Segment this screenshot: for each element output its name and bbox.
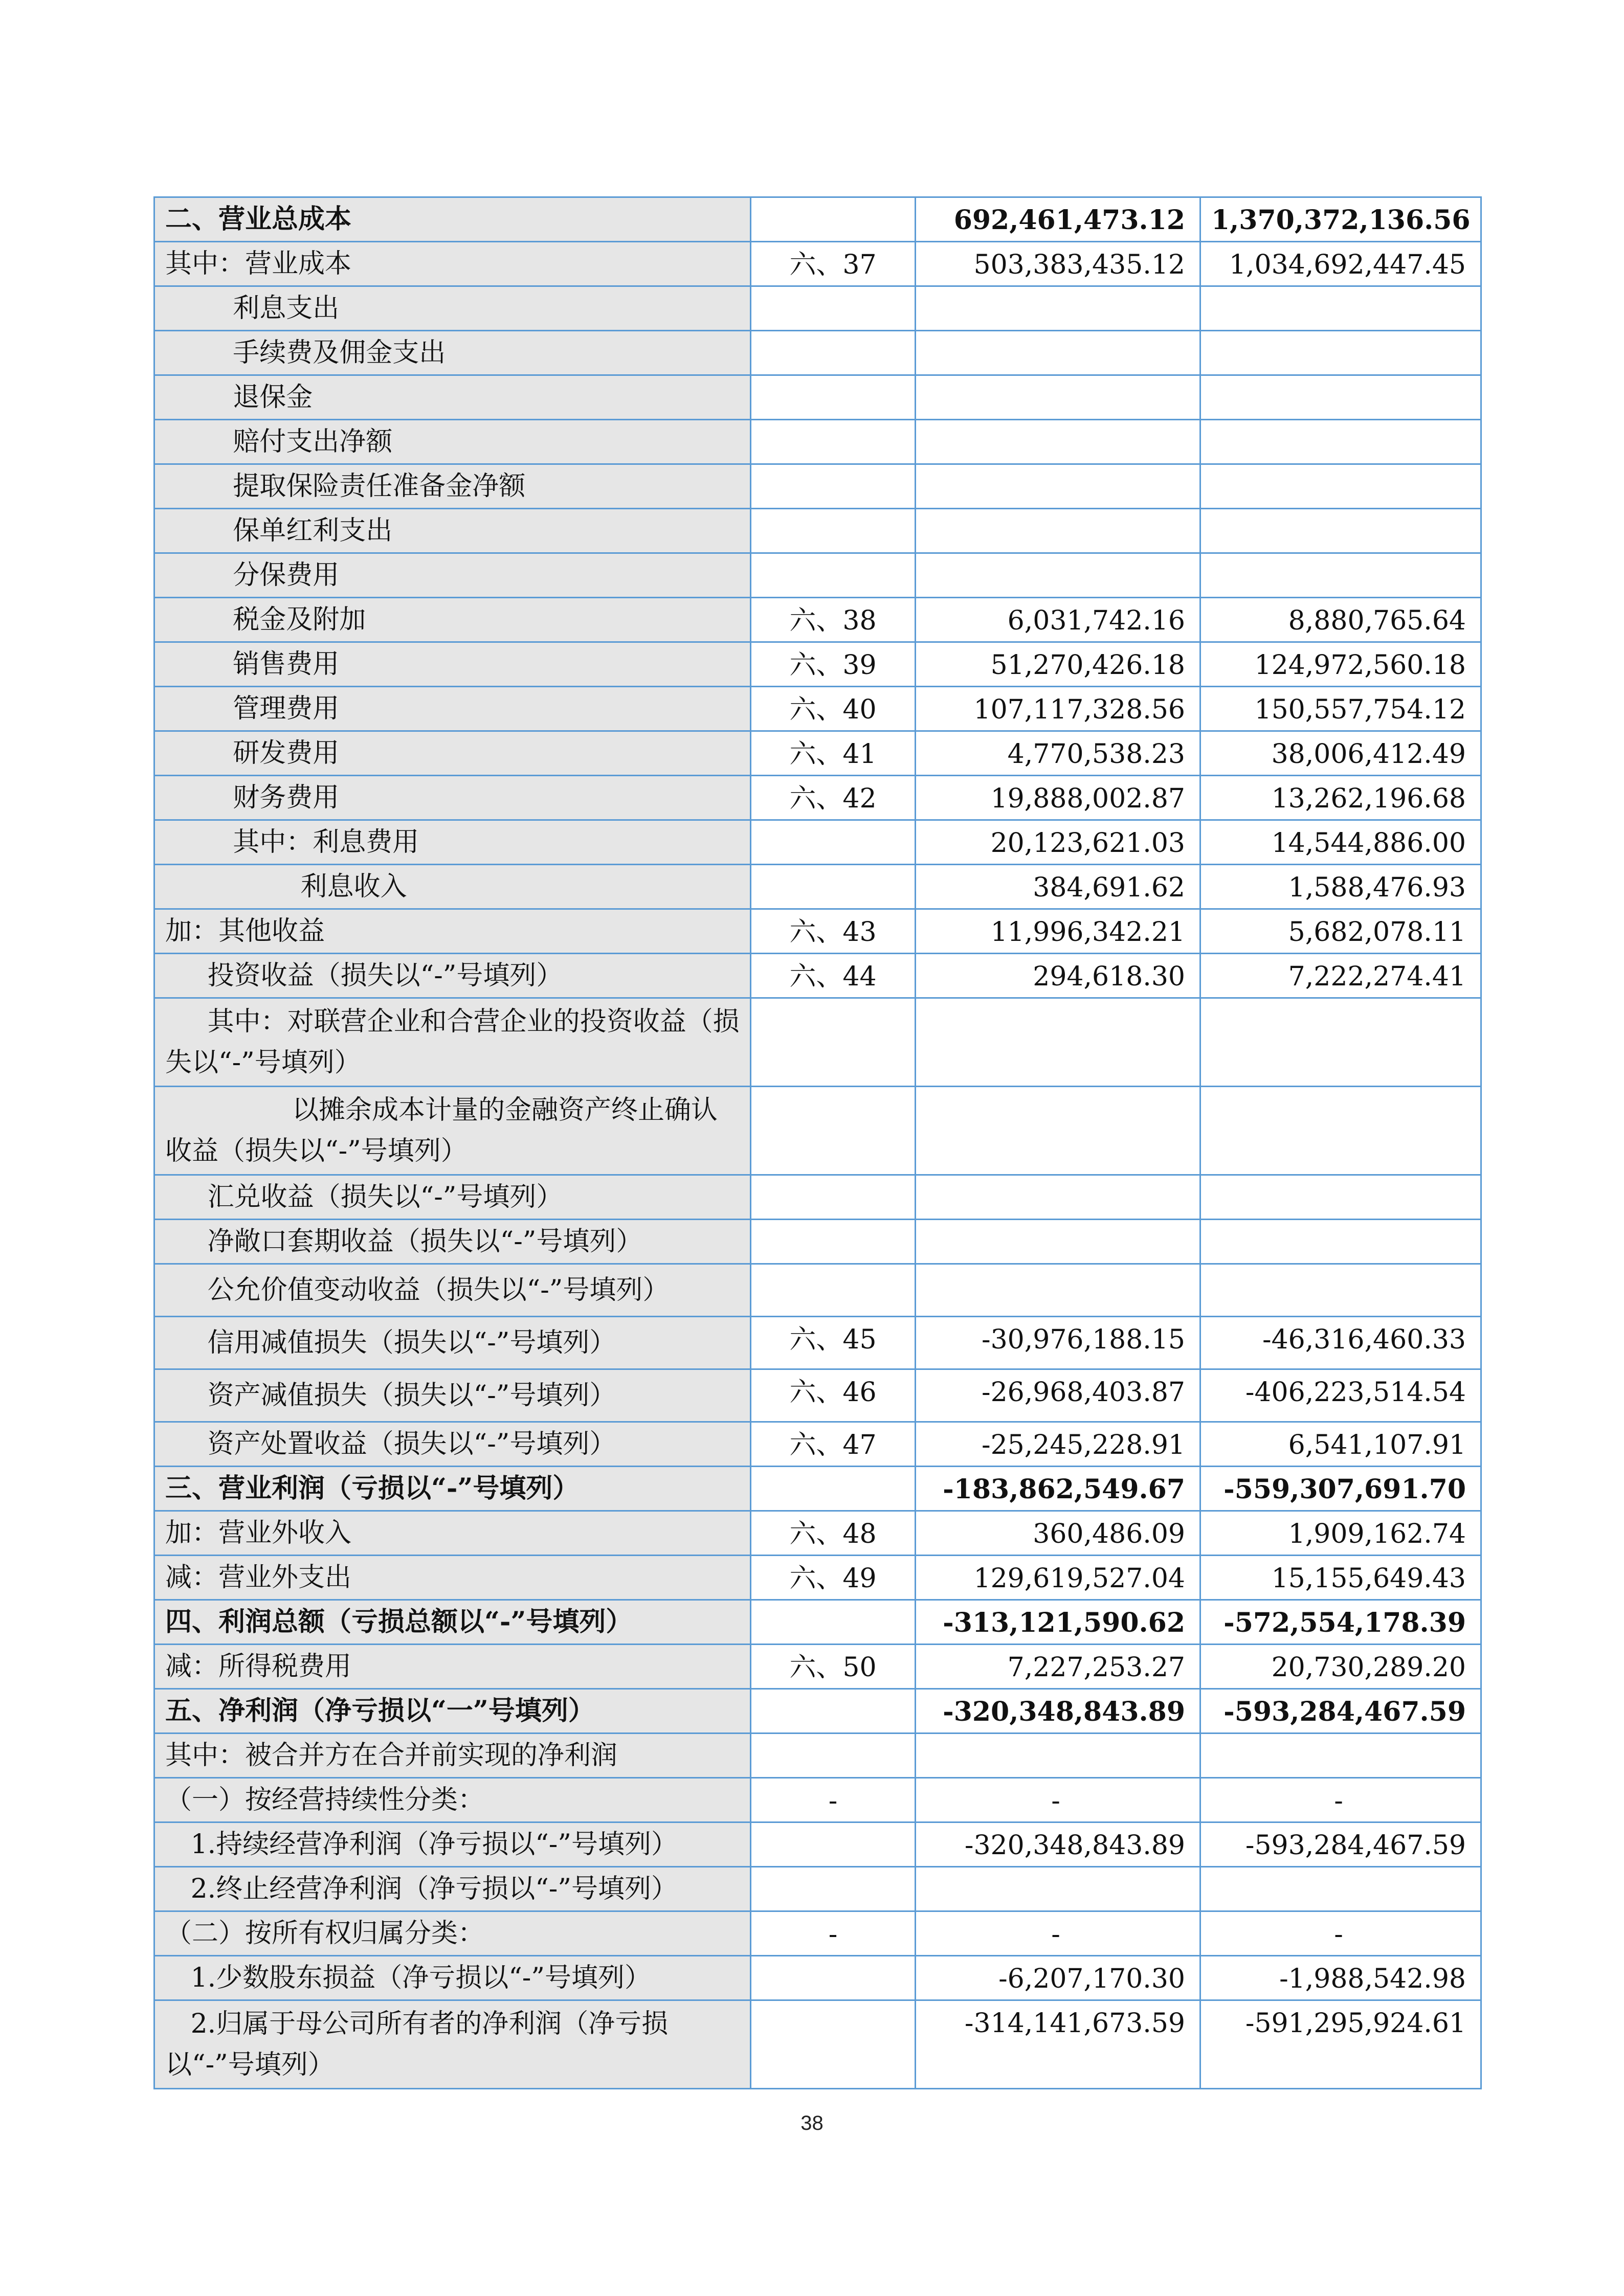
item-label-cell: 其中：营业成本 [154,242,751,286]
item-label-cell: （二）按所有权归属分类： [154,1911,751,1956]
table-row [154,909,1481,954]
table-row [154,286,1481,331]
table-row [154,464,1481,509]
prior-period-amount-cell: 14,544,886.00 [1200,820,1481,865]
current-period-amount-cell: - [916,1778,1200,1822]
table-row [154,1600,1481,1645]
table-row [154,954,1481,998]
prior-period-amount-cell: -559,307,691.70 [1200,1467,1481,1511]
table-row [154,1734,1481,1778]
note-ref-cell: 六、42 [751,776,916,820]
note-ref-cell [751,375,916,420]
item-label-cell: 以摊余成本计量的金融资产终止确认收益（损失以“-”号填列） [154,1087,751,1175]
page-number: 38 [800,2112,824,2134]
note-ref-cell: 六、45 [751,1317,916,1369]
table-row [154,553,1481,598]
current-period-amount-cell: 107,117,328.56 [916,687,1200,731]
item-label-cell: 加：营业外收入 [154,1511,751,1556]
prior-period-amount-cell: 8,880,765.64 [1200,598,1481,642]
table-row [154,820,1481,865]
table-row [154,331,1481,375]
item-label-cell: 五、净利润（净亏损以“一”号填列） [154,1689,751,1734]
item-label-cell: 1.少数股东损益（净亏损以“-”号填列） [154,1956,751,2000]
item-label-cell: 提取保险责任准备金净额 [154,464,751,509]
table-row [154,1867,1481,1911]
table-row [154,1822,1481,1867]
table-row [154,998,1481,1087]
item-label-cell: 赔付支出净额 [154,420,751,464]
prior-period-amount-cell: - [1200,1911,1481,1956]
note-ref-cell: 六、48 [751,1511,916,1556]
table-row [154,1422,1481,1467]
table-row [154,2000,1481,2089]
table-row [154,1778,1481,1822]
current-period-amount-cell: 294,618.30 [916,954,1200,998]
prior-period-amount-cell: 1,909,162.74 [1200,1511,1481,1556]
note-ref-cell [751,1467,916,1511]
current-period-amount-cell: -314,141,673.59 [916,2000,1200,2089]
item-label-cell: 二、营业总成本 [154,197,751,242]
table-row [154,598,1481,642]
table-row [154,375,1481,420]
current-period-amount-cell [916,1220,1200,1264]
note-ref-cell [751,553,916,598]
prior-period-amount-cell [1200,286,1481,331]
current-period-amount-cell: 360,486.09 [916,1511,1200,1556]
current-period-amount-cell: 11,996,342.21 [916,909,1200,954]
prior-period-amount-cell: 15,155,649.43 [1200,1556,1481,1600]
item-label-cell: 资产处置收益（损失以“-”号填列） [154,1422,751,1467]
prior-period-amount-cell [1200,1220,1481,1264]
item-label-cell: 净敞口套期收益（损失以“-”号填列） [154,1220,751,1264]
note-ref-cell [751,1175,916,1220]
item-label-cell: 保单红利支出 [154,509,751,553]
note-ref-cell: 六、40 [751,687,916,731]
current-period-amount-cell: 503,383,435.12 [916,242,1200,286]
prior-period-amount-cell [1200,331,1481,375]
prior-period-amount-cell: -1,988,542.98 [1200,1956,1481,2000]
current-period-amount-cell [916,998,1200,1087]
current-period-amount-cell: 19,888,002.87 [916,776,1200,820]
table-row [154,776,1481,820]
item-label-cell: 利息支出 [154,286,751,331]
note-ref-cell [751,464,916,509]
table-row [154,1220,1481,1264]
prior-period-amount-cell [1200,553,1481,598]
prior-period-amount-cell [1200,1264,1481,1317]
table-row [154,731,1481,776]
item-label-cell: 汇兑收益（损失以“-”号填列） [154,1175,751,1220]
note-ref-cell: 六、46 [751,1369,916,1422]
note-ref-cell: 六、47 [751,1422,916,1467]
item-label-cell: 手续费及佣金支出 [154,331,751,375]
note-ref-cell [751,998,916,1087]
table-row [154,242,1481,286]
table-row [154,1956,1481,2000]
table-row [154,1087,1481,1175]
note-ref-cell [751,1689,916,1734]
current-period-amount-cell [916,1087,1200,1175]
note-ref-cell [751,865,916,909]
prior-period-amount-cell: 1,034,692,447.45 [1200,242,1481,286]
note-ref-cell: 六、38 [751,598,916,642]
item-label-cell: （一）按经营持续性分类： [154,1778,751,1822]
note-ref-cell: 六、43 [751,909,916,954]
table-row [154,420,1481,464]
item-label-cell: 减：营业外支出 [154,1556,751,1600]
prior-period-amount-cell: 5,682,078.11 [1200,909,1481,954]
item-label-cell: 加：其他收益 [154,909,751,954]
current-period-amount-cell: -25,245,228.91 [916,1422,1200,1467]
item-label-cell: 其中：对联营企业和合营企业的投资收益（损失以“-”号填列） [154,998,751,1087]
prior-period-amount-cell: -591,295,924.61 [1200,2000,1481,2089]
note-ref-cell: - [751,1778,916,1822]
item-label-cell: 四、利润总额（亏损总额以“-”号填列） [154,1600,751,1645]
item-label-cell: 税金及附加 [154,598,751,642]
table-row [154,687,1481,731]
note-ref-cell [751,1822,916,1867]
current-period-amount-cell [916,1734,1200,1778]
table-row [154,1511,1481,1556]
current-period-amount-cell [916,553,1200,598]
prior-period-amount-cell: 38,006,412.49 [1200,731,1481,776]
note-ref-cell: 六、41 [751,731,916,776]
item-label-cell: 分保费用 [154,553,751,598]
prior-period-amount-cell: -46,316,460.33 [1200,1317,1481,1369]
current-period-amount-cell [916,509,1200,553]
item-label-cell: 减：所得税费用 [154,1645,751,1689]
note-ref-cell [751,197,916,242]
item-label-cell: 公允价值变动收益（损失以“-”号填列） [154,1264,751,1317]
table-row [154,1369,1481,1422]
prior-period-amount-cell [1200,375,1481,420]
table-row [154,1556,1481,1600]
current-period-amount-cell: 4,770,538.23 [916,731,1200,776]
table-row [154,865,1481,909]
prior-period-amount-cell: -593,284,467.59 [1200,1822,1481,1867]
note-ref-cell [751,820,916,865]
prior-period-amount-cell [1200,1087,1481,1175]
current-period-amount-cell: 6,031,742.16 [916,598,1200,642]
current-period-amount-cell: -183,862,549.67 [916,1467,1200,1511]
current-period-amount-cell [916,1175,1200,1220]
income-statement-table [153,196,1482,2089]
table-row [154,1911,1481,1956]
current-period-amount-cell [916,1264,1200,1317]
item-label-cell: 研发费用 [154,731,751,776]
note-ref-cell: 六、44 [751,954,916,998]
note-ref-cell [751,420,916,464]
prior-period-amount-cell: -406,223,514.54 [1200,1369,1481,1422]
prior-period-amount-cell: -593,284,467.59 [1200,1689,1481,1734]
table-row [154,509,1481,553]
table-row [154,642,1481,687]
item-label-cell: 管理费用 [154,687,751,731]
current-period-amount-cell [916,331,1200,375]
current-period-amount-cell: -6,207,170.30 [916,1956,1200,2000]
note-ref-cell [751,1220,916,1264]
item-label-cell: 三、营业利润（亏损以“-”号填列） [154,1467,751,1511]
table-row [154,1175,1481,1220]
prior-period-amount-cell [1200,509,1481,553]
current-period-amount-cell: -30,976,188.15 [916,1317,1200,1369]
current-period-amount-cell: -320,348,843.89 [916,1822,1200,1867]
current-period-amount-cell [916,375,1200,420]
item-label-cell: 财务费用 [154,776,751,820]
prior-period-amount-cell: 1,370,372,136.56 [1200,197,1481,242]
prior-period-amount-cell [1200,1734,1481,1778]
prior-period-amount-cell [1200,998,1481,1087]
note-ref-cell [751,2000,916,2089]
note-ref-cell [751,1956,916,2000]
current-period-amount-cell: 384,691.62 [916,865,1200,909]
item-label-cell: 其中：被合并方在合并前实现的净利润 [154,1734,751,1778]
table-row [154,1264,1481,1317]
item-label-cell: 2.终止经营净利润（净亏损以“-”号填列） [154,1867,751,1911]
prior-period-amount-cell: - [1200,1778,1481,1822]
current-period-amount-cell: 692,461,473.12 [916,197,1200,242]
note-ref-cell [751,1087,916,1175]
item-label-cell: 投资收益（损失以“-”号填列） [154,954,751,998]
prior-period-amount-cell [1200,464,1481,509]
item-label-cell: 1.持续经营净利润（净亏损以“-”号填列） [154,1822,751,1867]
current-period-amount-cell [916,286,1200,331]
prior-period-amount-cell: 124,972,560.18 [1200,642,1481,687]
note-ref-cell: 六、39 [751,642,916,687]
current-period-amount-cell [916,464,1200,509]
item-label-cell: 资产减值损失（损失以“-”号填列） [154,1369,751,1422]
item-label-cell: 退保金 [154,375,751,420]
prior-period-amount-cell [1200,1867,1481,1911]
note-ref-cell [751,1600,916,1645]
current-period-amount-cell: -26,968,403.87 [916,1369,1200,1422]
item-label-cell: 销售费用 [154,642,751,687]
item-label-cell: 其中：利息费用 [154,820,751,865]
item-label-cell: 信用减值损失（损失以“-”号填列） [154,1317,751,1369]
current-period-amount-cell: 129,619,527.04 [916,1556,1200,1600]
table-row [154,1467,1481,1511]
note-ref-cell [751,1867,916,1911]
prior-period-amount-cell: 20,730,289.20 [1200,1645,1481,1689]
table-row [154,1645,1481,1689]
prior-period-amount-cell: -572,554,178.39 [1200,1600,1481,1645]
note-ref-cell [751,1264,916,1317]
current-period-amount-cell: 7,227,253.27 [916,1645,1200,1689]
note-ref-cell: 六、37 [751,242,916,286]
note-ref-cell [751,1734,916,1778]
prior-period-amount-cell: 1,588,476.93 [1200,865,1481,909]
prior-period-amount-cell: 13,262,196.68 [1200,776,1481,820]
current-period-amount-cell: -313,121,590.62 [916,1600,1200,1645]
note-ref-cell: 六、49 [751,1556,916,1600]
item-label-cell: 2.归属于母公司所有者的净利润（净亏损以“-”号填列） [154,2000,751,2089]
item-label-cell: 利息收入 [154,865,751,909]
table-row [154,1689,1481,1734]
current-period-amount-cell: - [916,1911,1200,1956]
prior-period-amount-cell: 150,557,754.12 [1200,687,1481,731]
prior-period-amount-cell: 7,222,274.41 [1200,954,1481,998]
prior-period-amount-cell [1200,420,1481,464]
table-row [154,197,1481,242]
table-row [154,1317,1481,1369]
prior-period-amount-cell: 6,541,107.91 [1200,1422,1481,1467]
note-ref-cell: 六、50 [751,1645,916,1689]
note-ref-cell [751,286,916,331]
note-ref-cell [751,331,916,375]
current-period-amount-cell: 51,270,426.18 [916,642,1200,687]
prior-period-amount-cell [1200,1175,1481,1220]
current-period-amount-cell: 20,123,621.03 [916,820,1200,865]
note-ref-cell [751,509,916,553]
current-period-amount-cell: -320,348,843.89 [916,1689,1200,1734]
note-ref-cell: - [751,1911,916,1956]
current-period-amount-cell [916,420,1200,464]
current-period-amount-cell [916,1867,1200,1911]
